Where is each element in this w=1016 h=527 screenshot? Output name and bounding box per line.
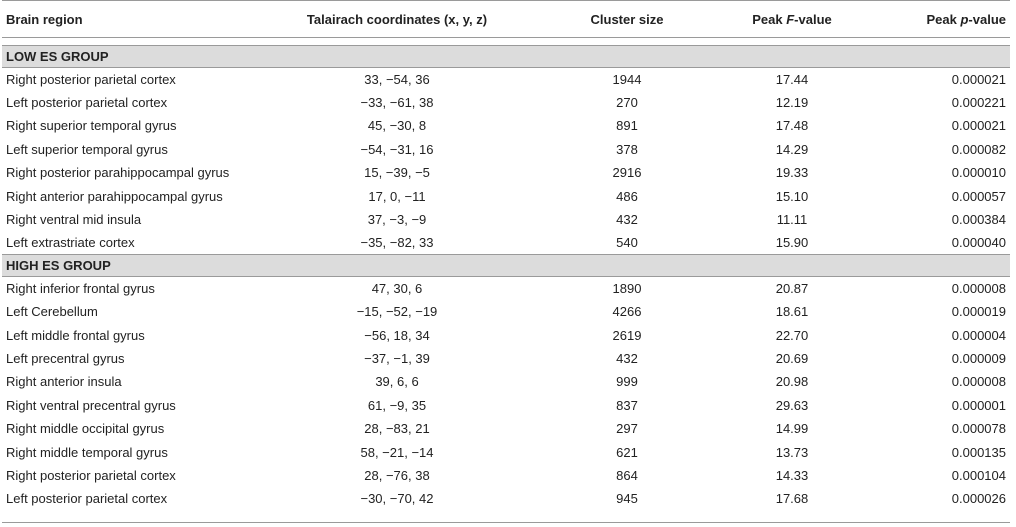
table-row <box>2 300 1010 323</box>
table-row <box>2 231 1010 254</box>
cell-talairach-coordinates: 37, −3, −9 <box>367 212 427 228</box>
cell-brain-region: Right anterior parahippocampal gyrus <box>6 188 223 204</box>
table-row <box>2 323 1010 346</box>
cell-peak-p-value: 0.000004 <box>951 327 1006 343</box>
cell-cluster-size: 891 <box>616 118 638 134</box>
cell-peak-p-value: 0.000021 <box>951 118 1006 134</box>
cell-cluster-size: 432 <box>616 212 638 228</box>
table-row <box>2 68 1010 91</box>
table-row <box>2 394 1010 417</box>
cell-peak-p-value: 0.000009 <box>951 350 1006 366</box>
cell-talairach-coordinates: 58, −21, −14 <box>360 444 434 460</box>
cell-talairach-coordinates: 61, −9, 35 <box>367 397 427 413</box>
cell-cluster-size: 2619 <box>612 327 642 343</box>
header-peak-f-prefix: Peak <box>752 11 787 27</box>
cell-peak-f-value: 12.19 <box>775 95 809 111</box>
cell-talairach-coordinates: −54, −31, 16 <box>360 141 434 157</box>
cell-peak-p-value: 0.000008 <box>951 281 1006 297</box>
cell-cluster-size: 2916 <box>612 165 642 181</box>
group-label: LOW ES GROUP <box>6 49 109 64</box>
header-peak-p-value <box>872 1 1010 38</box>
cell-peak-p-value: 0.000026 <box>951 491 1006 507</box>
group-header-row <box>2 255 1010 277</box>
header-spacer <box>2 38 1010 46</box>
cell-cluster-size: 621 <box>616 444 638 460</box>
cell-peak-f-value: 14.29 <box>775 141 809 157</box>
cell-brain-region: Left precentral gyrus <box>6 350 125 366</box>
cell-cluster-size: 1890 <box>612 281 642 297</box>
cell-peak-p-value: 0.000057 <box>951 188 1006 204</box>
table-row <box>2 208 1010 231</box>
table-row <box>2 138 1010 161</box>
cell-brain-region: Left middle frontal gyrus <box>6 327 145 343</box>
header-brain-region: Brain region <box>6 11 83 27</box>
cell-brain-region: Left extrastriate cortex <box>6 235 135 251</box>
cell-peak-f-value: 17.44 <box>775 71 809 87</box>
cell-talairach-coordinates: 28, −76, 38 <box>364 467 430 483</box>
cell-cluster-size: 1944 <box>612 71 642 87</box>
header-cluster-size: Cluster size <box>590 11 664 27</box>
cell-talairach-coordinates: −56, 18, 34 <box>364 327 430 343</box>
cell-talairach-coordinates: 28, −83, 21 <box>364 421 430 437</box>
cell-cluster-size: 270 <box>616 95 638 111</box>
cell-brain-region: Right ventral mid insula <box>6 212 142 228</box>
cell-peak-p-value: 0.000104 <box>951 467 1006 483</box>
cell-peak-f-value: 29.63 <box>775 397 809 413</box>
cell-brain-region: Right middle temporal gyrus <box>6 444 168 460</box>
cell-peak-p-value: 0.000010 <box>951 165 1006 181</box>
results-table <box>2 0 1010 511</box>
cell-peak-f-value: 20.69 <box>775 350 809 366</box>
cell-brain-region: Left posterior parietal cortex <box>6 491 168 507</box>
header-peak-p-suffix: -value <box>968 11 1006 27</box>
cell-cluster-size: 945 <box>616 491 638 507</box>
table-header <box>2 1 1010 38</box>
cell-brain-region: Left superior temporal gyrus <box>6 141 168 157</box>
cell-peak-p-value: 0.000078 <box>951 421 1006 437</box>
cell-cluster-size: 486 <box>616 188 638 204</box>
cell-peak-f-value: 17.48 <box>775 118 809 134</box>
header-talairach-coordinates: Talairach coordinates (x, y, z) <box>306 11 488 27</box>
cell-talairach-coordinates: 33, −54, 36 <box>364 71 430 87</box>
spacer-cell <box>2 38 1010 46</box>
cell-peak-f-value: 17.68 <box>775 491 809 507</box>
table-row <box>2 487 1010 510</box>
table-row <box>2 161 1010 184</box>
table-row <box>2 91 1010 114</box>
cell-talairach-coordinates: 17, 0, −11 <box>368 188 426 204</box>
cell-brain-region: Right superior temporal gyrus <box>6 118 177 134</box>
cell-talairach-coordinates: 15, −39, −5 <box>364 165 430 181</box>
cell-brain-region: Left Cerebellum <box>6 304 98 320</box>
cell-peak-f-value: 20.87 <box>775 281 809 297</box>
cell-cluster-size: 864 <box>616 467 638 483</box>
cell-cluster-size: 540 <box>616 235 638 251</box>
header-peak-f-suffix: -value <box>794 11 832 27</box>
table-row <box>2 347 1010 370</box>
table-row <box>2 114 1010 137</box>
header-peak-p-prefix: Peak <box>926 11 961 27</box>
group-label: HIGH ES GROUP <box>6 258 111 274</box>
table-row <box>2 440 1010 463</box>
cell-talairach-coordinates: −37, −1, 39 <box>364 350 430 366</box>
group-header-row <box>2 46 1010 68</box>
cell-peak-p-value: 0.000019 <box>951 304 1006 320</box>
cell-brain-region: Right anterior insula <box>6 374 122 390</box>
cell-talairach-coordinates: −35, −82, 33 <box>360 235 434 251</box>
cell-peak-p-value: 0.000082 <box>951 141 1006 157</box>
header-row <box>2 1 1010 38</box>
table-row <box>2 464 1010 487</box>
cell-brain-region: Right posterior parahippocampal gyrus <box>6 165 230 181</box>
cell-peak-f-value: 14.99 <box>775 421 809 437</box>
cell-brain-region: Right posterior parietal cortex <box>6 467 176 483</box>
cell-peak-p-value: 0.000021 <box>951 71 1006 87</box>
cell-peak-f-value: 11.11 <box>776 212 808 228</box>
cell-peak-p-value: 0.000001 <box>951 397 1006 413</box>
cell-talairach-coordinates: 45, −30, 8 <box>367 118 427 134</box>
cell-peak-p-value: 0.000384 <box>951 212 1006 228</box>
cell-cluster-size: 837 <box>616 397 638 413</box>
cell-cluster-size: 4266 <box>612 304 642 320</box>
cell-peak-f-value: 19.33 <box>775 165 809 181</box>
cell-peak-p-value: 0.000008 <box>951 374 1006 390</box>
cell-brain-region: Right ventral precentral gyrus <box>6 397 176 413</box>
cell-brain-region: Right posterior parietal cortex <box>6 71 176 87</box>
cell-talairach-coordinates: −33, −61, 38 <box>360 95 434 111</box>
table-bottom-rule <box>2 522 1010 523</box>
cell-talairach-coordinates: 47, 30, 6 <box>371 281 423 297</box>
cell-talairach-coordinates: 39, 6, 6 <box>375 374 419 390</box>
cell-peak-f-value: 14.33 <box>775 467 809 483</box>
cell-cluster-size: 378 <box>616 141 638 157</box>
table-row <box>2 370 1010 393</box>
cell-peak-p-value: 0.000135 <box>951 444 1006 460</box>
table-row <box>2 277 1010 300</box>
header-peak-f-value <box>712 1 872 38</box>
table-row <box>2 417 1010 440</box>
cell-peak-p-value: 0.000221 <box>951 95 1006 111</box>
cell-brain-region: Right inferior frontal gyrus <box>6 281 155 297</box>
header-peak-p-italic: p <box>960 11 969 27</box>
cell-cluster-size: 297 <box>616 421 638 437</box>
table-row <box>2 184 1010 207</box>
cell-peak-f-value: 13.73 <box>775 444 809 460</box>
cell-cluster-size: 432 <box>616 350 638 366</box>
cell-peak-f-value: 18.61 <box>775 304 809 320</box>
cell-talairach-coordinates: −30, −70, 42 <box>360 491 434 507</box>
cell-peak-f-value: 15.10 <box>775 188 809 204</box>
cell-peak-p-value: 0.000040 <box>951 235 1006 251</box>
cell-peak-f-value: 22.70 <box>775 327 809 343</box>
table-body <box>2 38 1010 511</box>
cell-brain-region: Left posterior parietal cortex <box>6 95 168 111</box>
cell-peak-f-value: 15.90 <box>775 235 809 251</box>
cell-cluster-size: 999 <box>616 374 638 390</box>
cell-talairach-coordinates: −15, −52, −19 <box>356 304 438 320</box>
cell-peak-f-value: 20.98 <box>775 374 809 390</box>
cell-brain-region: Right middle occipital gyrus <box>6 421 165 437</box>
header-peak-f-italic: F <box>786 11 795 27</box>
